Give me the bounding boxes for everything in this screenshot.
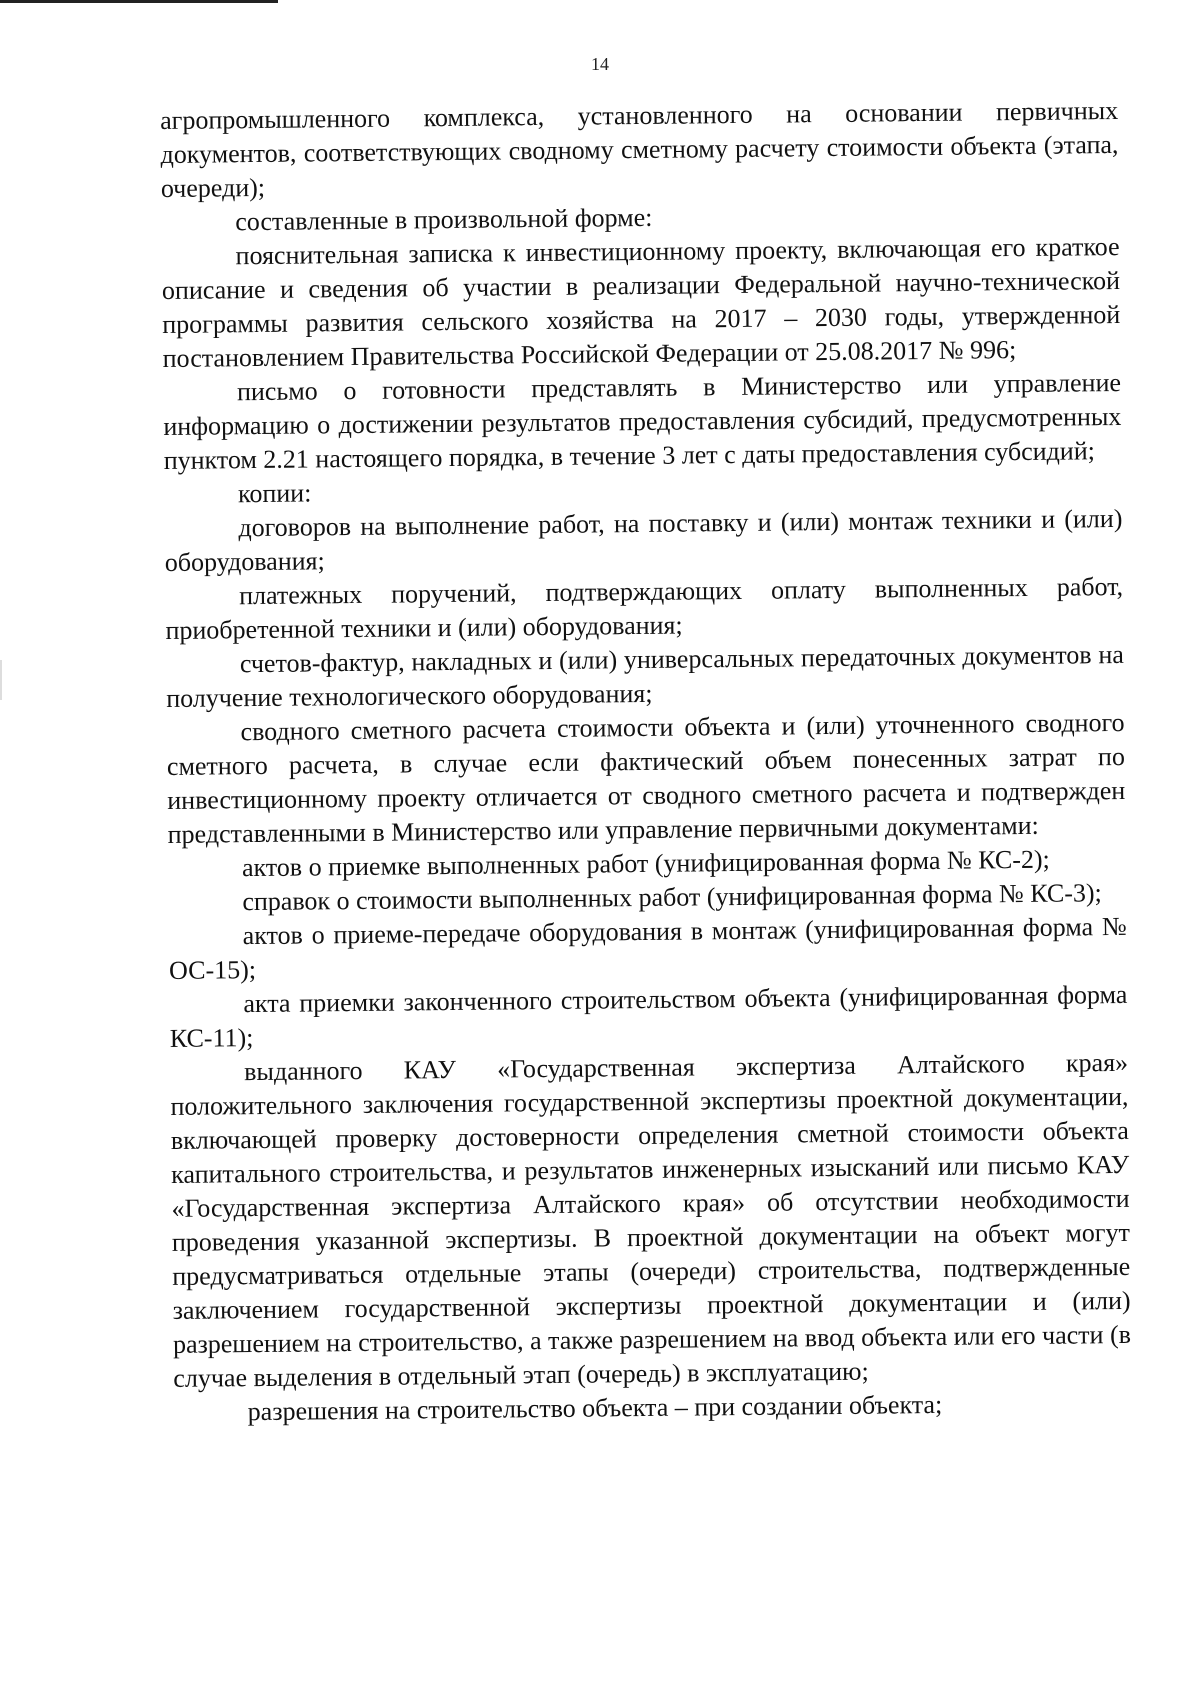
paragraph-explanatory-note: пояснительная записка к инвестиционному проекту, включающая его краткое описание и сведения об участии в реализации Федеральной научно-технической программы развития сельского хозяйства на 2017 – 2030 годы, утвержденной постановлением Правительства Российской Федерации от 25.08.2017 № 996; [161,231,1121,373]
scan-margin-mark [0,660,2,700]
paragraph-os15-acts: актов о приеме-передаче оборудования в монтаж (унифицированная форма № ОС-15); [168,911,1127,985]
paragraph-ks2-acts: актов о приемке выполненных работ (унифицированная форма № КС-2); [241,844,1050,883]
scan-edge-line [0,0,278,3]
paragraph-free-form-heading: составленные в произвольной форме: [235,202,653,237]
paragraph-payment-orders: платежных поручений, подтверждающих оплату выполненных работ, приобретенной техники и (или) оборудования; [165,571,1124,645]
paragraph-ks3-certificates: справок о стоимости выполненных работ (унифицированная форма № КС-3); [242,878,1102,917]
paragraph-readiness-letter: письмо о готовности представлять в Министерство или управление информацию о достижении результатов предоставления субсидий, предусмотренных пунктом 2.21 настоящего порядка, в течение 3 лет с даты предоставления субсидий; [163,367,1122,475]
paragraph-expertise-conclusion: выданного КАУ «Государственная экспертиза Алтайского края» положительного заключения государственной экспертизы проектной документации, включающей проверку достоверности определения сметной стоимости объекта капитального строительства, и результатов инженерных изысканий или письмо КАУ «Государственная экспертиза Алтайского края» об отсутствии необходимости проведения указанной экспертизы. В проектной документации на объект могут предусматриваться отдельные этапы (очереди) строительства, подтвержденные заключением государственной экспертизы проектной документации и (или) разрешением на строительство, а также разрешением на ввод объекта или его части (в случае выделения в отдельный этап (очередь) в эксплуатацию; [170,1047,1132,1393]
paragraph-copies-heading: копии: [237,478,312,509]
paragraph-ks11-act: акта приемки законченного строительством объекта (унифицированная форма КС-11); [169,979,1128,1053]
document-body [160,94,1132,1430]
paragraph-contracts: договоров на выполнение работ, на поставку и (или) монтаж техники и (или) оборудования; [164,503,1123,577]
paragraph-invoices: счетов-фактур, накладных и (или) универсальных передаточных документов на получение технологического оборудования; [166,639,1124,713]
paragraph-estimate: сводного сметного расчета стоимости объекта и (или) уточненного сводного сметного расчета, в случае если фактический объем понесенных затрат по инвестиционному проекту отличается от сводного сметного расчета и подтвержден представленными в Министерство или управление первичными документами: [166,707,1126,849]
paragraph-building-permit: разрешения на строительство объекта – при создании объекта; [247,1389,943,1427]
paragraph-continuation: агропромышленного комплекса, установленного на основании первичных документов, соответствующих сводному сметному расчету стоимости объекта (этапа, очереди); [160,95,1119,203]
page-number: 14 [591,54,609,74]
